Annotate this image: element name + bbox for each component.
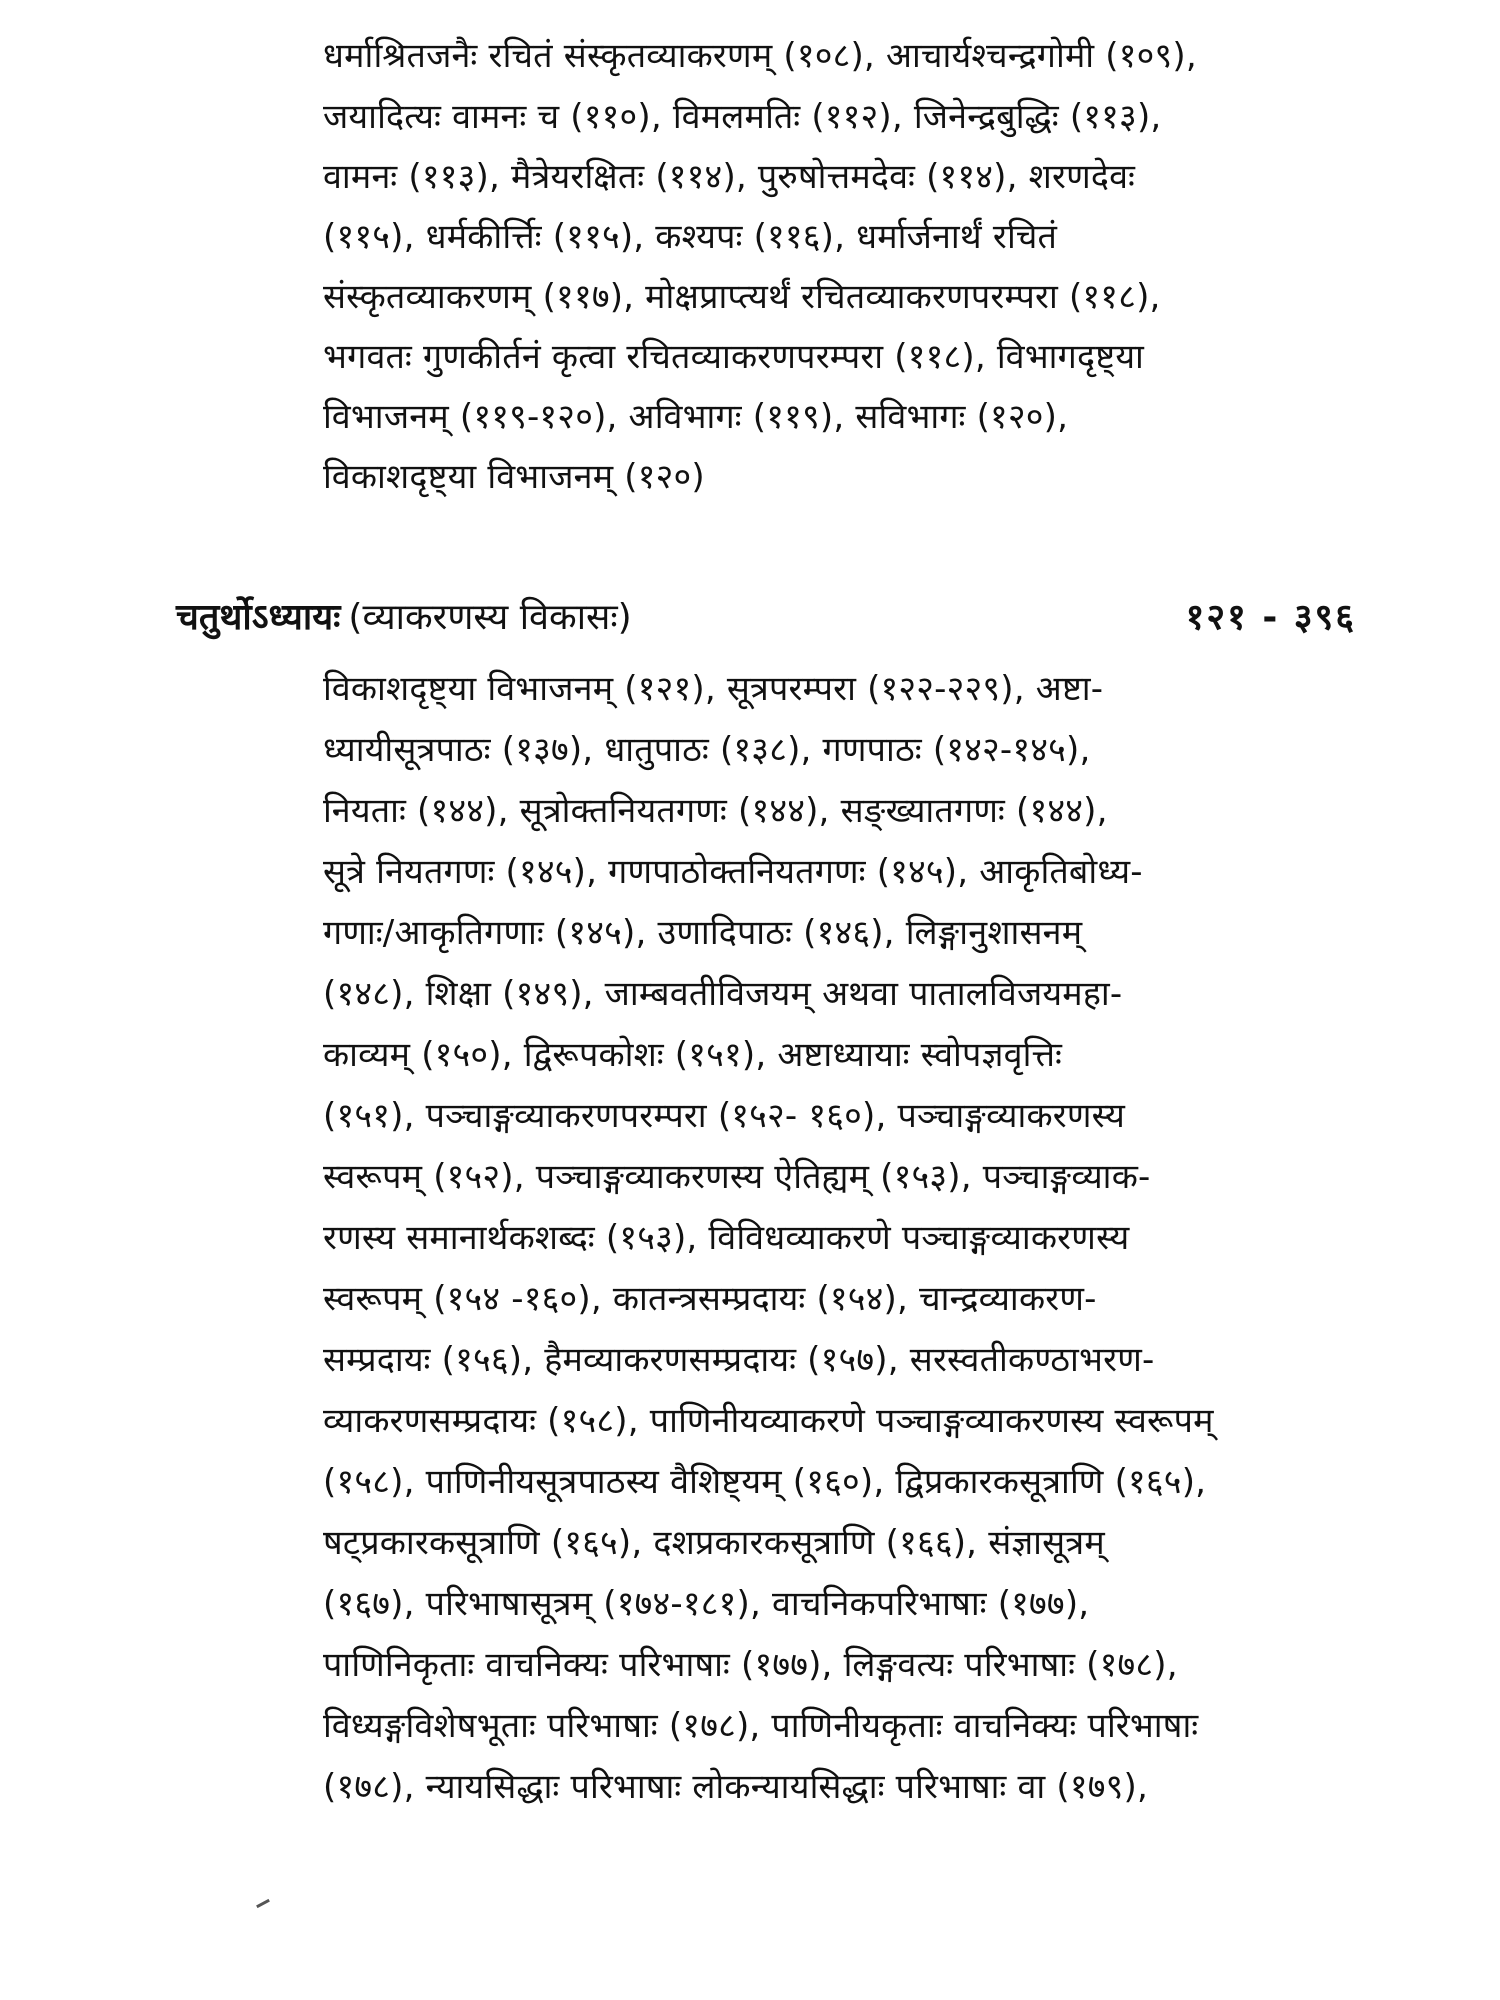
index-line: (१५१), पञ्चाङ्गव्याकरणपरम्परा (१५२- १६०), पञ्चाङ्गव्याकरणस्य [323,1096,1126,1136]
index-line: वामनः (११३), मैत्रेयरक्षितः (११४), पुरुषोत्तमदेवः (११४), शरणदेवः [323,157,1136,197]
index-line: नियताः (१४४), सूत्रोक्तनियतगणः (१४४), सङ्ख्यातगणः (१४४), [323,791,1108,831]
index-line: सम्प्रदायः (१५६), हैमव्याकरणसम्प्रदायः (१५७), सरस्वतीकण्ठाभरण- [323,1340,1155,1380]
index-line: षट्प्रकारकसूत्राणि (१६५), दशप्रकारकसूत्राणि (१६६), संज्ञासूत्रम् [323,1523,1105,1563]
index-line: गणाः/आकृतिगणाः (१४५), उणादिपाठः (१४६), लिङ्गानुशासनम् [323,913,1083,953]
index-line: (११५), धर्मकीर्त्तिः (११५), कश्यपः (११६), धर्मार्जनार्थं रचितं [323,217,1058,257]
index-line: काव्यम् (१५०), द्विरूपकोशः (१५१), अष्टाध्यायाः स्वोपज्ञवृत्तिः [323,1035,1063,1075]
index-line: (१५८), पाणिनीयसूत्रपाठस्य वैशिष्ट्यम् (१६०), द्विप्रकारकसूत्राणि (१६५), [323,1462,1207,1502]
index-line: (१४८), शिक्षा (१४९), जाम्बवतीविजयम् अथवा पातालविजयमहा- [323,974,1123,1014]
chapter-heading [176,588,1356,648]
chapter-subtitle: (व्याकरणस्य विकासः) [348,597,632,638]
index-line: स्वरूपम् (१५२), पञ्चाङ्गव्याकरणस्य ऐतिह्यम् (१५३), पञ्चाङ्गव्याक- [323,1157,1151,1197]
index-line: सूत्रे नियतगणः (१४५), गणपाठोक्तनियतगणः (१४५), आकृतिबोध्य- [323,852,1143,892]
index-line: विकाशदृष्ट्या विभाजनम् (१२०) [323,457,705,497]
index-line: विध्यङ्गविशेषभूताः परिभाषाः (१७८), पाणिनीयकृताः वाचनिक्यः परिभाषाः [323,1706,1199,1746]
index-line: संस्कृतव्याकरणम् (११७), मोक्षप्राप्त्यर्थं रचितव्याकरणपरम्परा (११८), [323,277,1161,317]
index-line: विकाशदृष्ट्या विभाजनम् (१२१), सूत्रपरम्परा (१२२-२२९), अष्टा- [323,669,1104,709]
index-line: ध्यायीसूत्रपाठः (१३७), धातुपाठः (१३८), गणपाठः (१४२-१४५), [323,730,1091,770]
index-line: धर्माश्रितजनैः रचितं संस्कृतव्याकरणम् (१०८), आचार्यश्चन्द्रगोमी (१०९), [323,36,1197,76]
index-line: (१७८), न्यायसिद्धाः परिभाषाः लोकन्यायसिद्धाः परिभाषाः वा (१७९), [323,1767,1149,1807]
index-line: भगवतः गुणकीर्तनं कृत्वा रचितव्याकरणपरम्परा (११८), विभागदृष्ट्या [323,337,1145,377]
index-line: व्याकरणसम्प्रदायः (१५८), पाणिनीयव्याकरणे पञ्चाङ्गव्याकरणस्य स्वरूपम् [323,1401,1214,1441]
index-line: रणस्य समानार्थकशब्दः (१५३), विविधव्याकरणे पञ्चाङ्गव्याकरणस्य [323,1218,1130,1258]
stray-pen-mark [256,1899,270,1908]
index-line: विभाजनम् (११९-१२०), अविभागः (११९), सविभागः (१२०), [323,397,1069,437]
chapter-title: चतुर्थोऽध्यायः [176,597,341,638]
index-line: जयादित्यः वामनः च (११०), विमलमतिः (११२), जिनेन्द्रबुद्धिः (११३), [323,97,1162,137]
chapter-page-range: १२१ - ३९६ [1185,597,1356,638]
index-line: (१६७), परिभाषासूत्रम् (१७४-१८१), वाचनिकपरिभाषाः (१७७), [323,1584,1090,1624]
index-line: पाणिनिकृताः वाचनिक्यः परिभाषाः (१७७), लिङ्गवत्यः परिभाषाः (१७८), [323,1645,1178,1685]
index-line: स्वरूपम् (१५४ -१६०), कातन्त्रसम्प्रदायः (१५४), चान्द्रव्याकरण- [323,1279,1097,1319]
